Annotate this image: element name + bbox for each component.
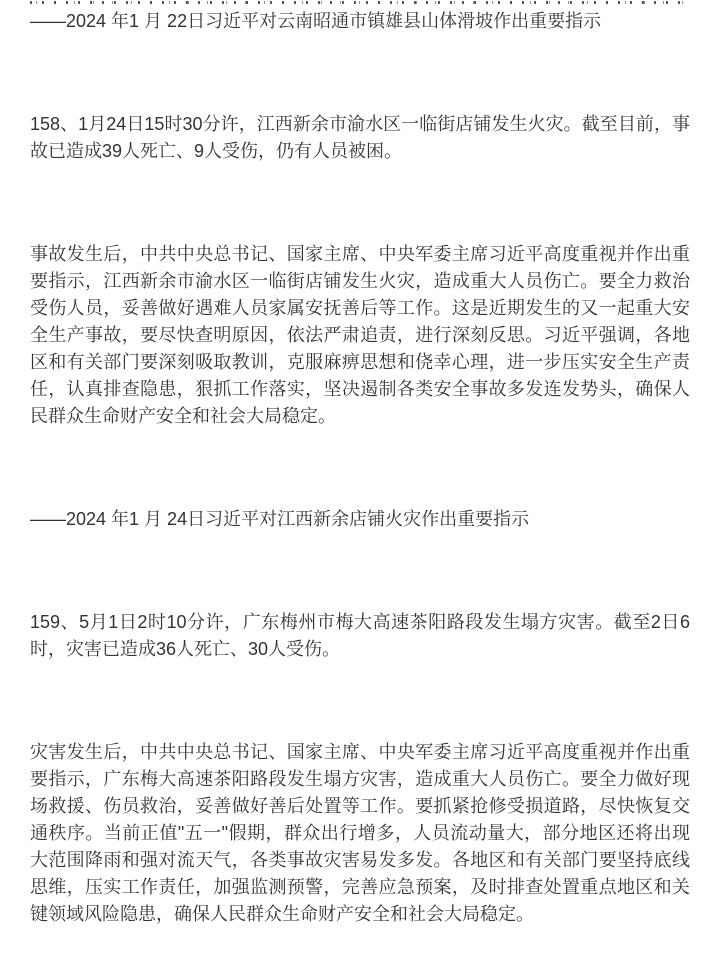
item-159-summary: 159、5月1日2时10分许，广东梅州市梅大高速茶阳路段发生塌方灾害。截至2日6时，灾害已造成36人死亡、30人受伤。: [30, 612, 690, 659]
attribution-line-fire: ——2024 年1 月 24日习近平对江西新余店铺火灾作出重要指示: [30, 509, 530, 529]
item-158-directive: 事故发生后，中共中央总书记、国家主席、中央军委主席习近平高度重视并作出重要指示，江西新余市渝水区一临街店铺发生火灾，造成重大人员伤亡。要全力救治受伤人员，妥善做好遇难人员家属安抚善后等工作。这是近期发生的又一起重大安全生产事故，要尽快查明原因，依法严肃追责，进行深刻反思。习近平强调，各地区和有关部门要深刻吸取教训，克服麻痹思想和侥幸心理，进一步压实安全生产责任，认真排查隐患，狠抓工作落实，坚决遏制各类安全事故多发连发势头，确保人民群众生命财产安全和社会大局稳定。: [30, 244, 690, 426]
document-body: [0, 1, 718, 928]
clipped-text-remnant: [30, 1, 690, 4]
item-158-summary: 158、1月24日15时30分许，江西新余市渝水区一临街店铺发生火灾。截至目前，事故已造成39人死亡、9人受伤，仍有人员被困。: [30, 114, 690, 161]
item-159-directive: 灾害发生后，中共中央总书记、国家主席、中央军委主席习近平高度重视并作出重要指示，广东梅大高速茶阳路段发生塌方灾害，造成重大人员伤亡。要全力做好现场救援、伤员救治，妥善做好善后处置等工作。要抓紧抢修受损道路，尽快恢复交通秩序。当前正值"五一"假期，群众出行增多，人员流动量大，部分地区还将出现大范围降雨和强对流天气，各类事故灾害易发多发。各地区和有关部门要坚持底线思维，压实工作责任，加强监测预警，完善应急预案，及时排查处置重点地区和关键领域风险隐患，确保人民群众生命财产安全和社会大局稳定。: [30, 742, 690, 924]
attribution-line-landslide: ——2024 年1 月 22日习近平对云南昭通市镇雄县山体滑坡作出重要指示: [30, 11, 602, 31]
